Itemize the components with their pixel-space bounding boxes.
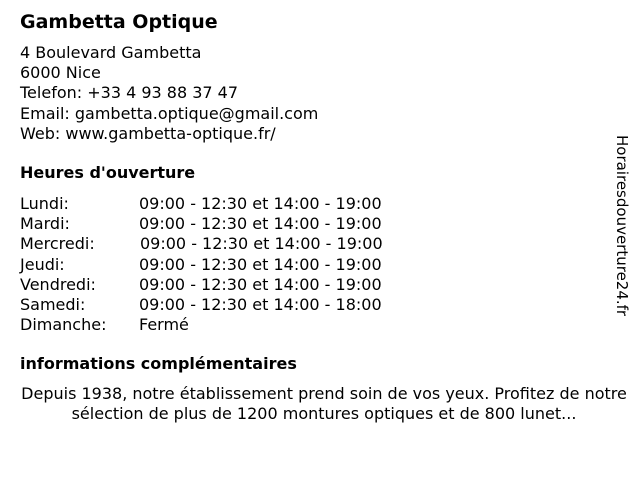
hours-time: 09:00 - 12:30 et 14:00 - 18:00 — [139, 294, 382, 314]
business-description: Depuis 1938, notre établissement prend soin de vos yeux. Profitez de notre sélection de plus de 1200 montures optiques et de 800 lunet... — [21, 384, 627, 424]
hours-time: 09:00 - 12:30 et 14:00 - 19:00 — [139, 214, 382, 234]
hours-day: Vendredi: — [20, 274, 96, 294]
opening-hours-table — [20, 194, 440, 335]
opening-hours-heading: Heures d'ouverture — [20, 163, 196, 182]
hours-row-tuesday — [20, 214, 440, 234]
additional-info-heading: informations complémentaires — [20, 354, 297, 373]
contact-block — [20, 43, 318, 144]
hours-day: Samedi: — [20, 294, 86, 314]
address-city: 6000 Nice — [20, 63, 101, 83]
hours-time: 09:00 - 12:30 et 14:00 - 19:00 — [139, 254, 382, 274]
hours-row-monday — [20, 194, 440, 214]
hours-time: Fermé — [139, 315, 189, 335]
hours-row-sunday — [20, 315, 440, 335]
hours-day: Dimanche: — [20, 315, 107, 335]
site-watermark: Horairesdouverture24.fr — [613, 135, 631, 317]
hours-row-wednesday — [20, 234, 440, 254]
hours-row-saturday — [20, 295, 440, 315]
hours-day: Jeudi: — [20, 254, 65, 274]
hours-day: Lundi: — [20, 194, 69, 213]
website-url: Web: www.gambetta-optique.fr/ — [20, 123, 276, 143]
hours-day: Mercredi: — [20, 234, 95, 254]
address-street: 4 Boulevard Gambetta — [20, 43, 202, 62]
business-name: Gambetta Optique — [20, 11, 218, 33]
hours-day: Mardi: — [20, 214, 70, 234]
hours-time: 09:00 - 12:30 et 14:00 - 19:00 — [139, 274, 382, 294]
hours-time: 09:00 - 12:30 et 14:00 - 19:00 — [140, 234, 383, 254]
hours-row-friday — [20, 275, 440, 295]
email-address: Email: gambetta.optique@gmail.com — [20, 103, 319, 123]
phone-number: Telefon: +33 4 93 88 37 47 — [20, 83, 239, 103]
hours-time: 09:00 - 12:30 et 14:00 - 19:00 — [139, 194, 382, 213]
hours-row-thursday — [20, 255, 440, 275]
